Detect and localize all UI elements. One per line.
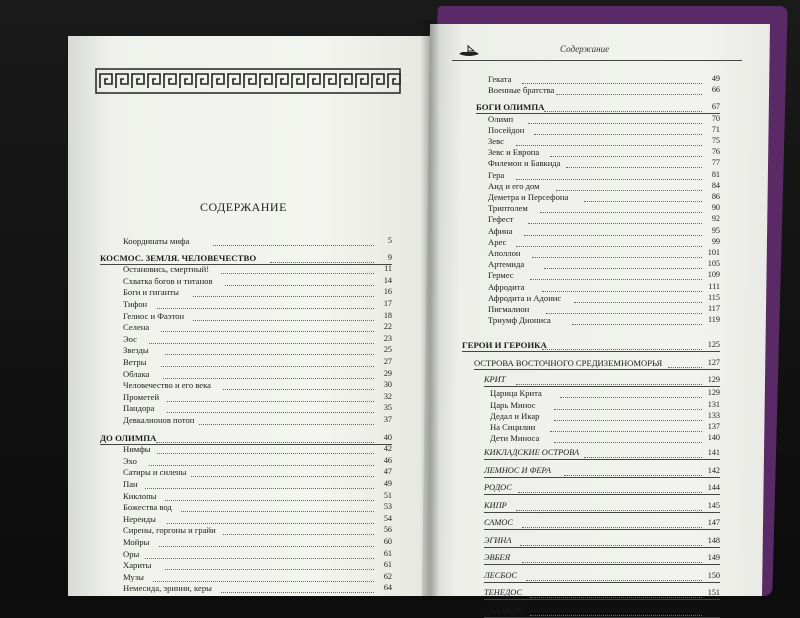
toc-entry-label: Зевс и Европа — [488, 147, 540, 158]
toc-page-number: 101 — [707, 248, 720, 257]
toc-page-number: 129 — [707, 374, 720, 384]
dot-leader — [270, 252, 374, 263]
dot-leader — [516, 135, 702, 146]
dot-leader — [165, 559, 374, 570]
dot-leader — [528, 113, 702, 124]
toc-page-number: 142 — [707, 465, 720, 475]
toc-entry-label: Музы — [123, 571, 144, 582]
dot-leader — [560, 387, 702, 398]
toc-entry-label: САМОС — [484, 518, 513, 528]
toc-page-number: 147 — [707, 518, 720, 528]
toc-entry-label: Афина — [488, 225, 513, 236]
toc-page-number: 77 — [711, 158, 720, 168]
toc-entry-label: ЛЕМНОС И ФЕРА — [484, 465, 552, 475]
toc-entry-label: КИПР — [484, 500, 507, 510]
toc-page-number: 49 — [383, 479, 392, 488]
toc-page-number: 129 — [707, 388, 720, 398]
toc-entry-label: Посейдон — [488, 124, 525, 135]
dot-leader — [556, 180, 702, 191]
toc-page-number: 148 — [707, 535, 720, 545]
header-rule — [452, 60, 742, 61]
dot-leader — [223, 379, 374, 390]
dot-leader — [574, 292, 702, 303]
toc-entry-label: Звезды — [123, 345, 149, 356]
toc-entry-label: Гера — [488, 169, 505, 180]
toc-entry-label: Аид и его дом — [488, 180, 540, 191]
dot-leader — [584, 191, 702, 202]
toc-page-number: 61 — [383, 548, 392, 558]
dot-leader — [554, 410, 702, 421]
dot-leader — [221, 582, 374, 593]
dot-leader — [157, 443, 374, 454]
dot-leader — [544, 258, 702, 269]
dot-leader — [193, 310, 374, 321]
toc-page-number: 42 — [383, 444, 392, 454]
toc-entry-label: Облака — [123, 368, 150, 379]
toc-entry-label: Гермес — [488, 270, 514, 281]
toc-page-number: 81 — [711, 169, 720, 179]
toc-page-number: 30 — [383, 380, 392, 390]
toc-page-number: 92 — [711, 214, 720, 224]
dot-leader — [530, 605, 702, 616]
toc-entry-label: КИКЛАДСКИЕ ОСТРОВА — [484, 448, 580, 458]
section-rule — [484, 494, 720, 495]
toc-entry-label: Геката — [488, 74, 512, 84]
dot-leader — [542, 339, 702, 350]
toc-page-number: 109 — [707, 270, 720, 280]
dot-leader — [532, 247, 702, 258]
dot-leader — [161, 356, 374, 367]
dot-leader — [156, 432, 374, 443]
toc-page-number: 84 — [711, 180, 720, 190]
toc-entry-label: РОДОС — [484, 483, 512, 493]
toc-entry-label: Афродита — [488, 281, 525, 292]
toc-entry-label: ТЕНЕДОС — [484, 588, 522, 598]
dot-leader — [542, 281, 702, 292]
toc-page-number: 76 — [711, 147, 720, 157]
section-rule — [484, 599, 720, 600]
toc-entry-label: Пигмалион — [488, 304, 530, 314]
dot-leader — [554, 399, 702, 410]
toc-page-number: 60 — [383, 537, 392, 546]
toc-page-number: 23 — [383, 333, 392, 343]
dot-leader — [167, 513, 374, 524]
dot-leader — [550, 146, 702, 157]
toc-entry-label: Киклопы — [123, 490, 157, 501]
dot-leader — [199, 414, 374, 425]
toc-page-number: 145 — [707, 500, 720, 510]
toc-page-number: 144 — [707, 483, 720, 493]
dot-leader — [165, 490, 374, 501]
toc-entry-label: Афродита и Адонис — [488, 292, 562, 303]
toc-page-number: 75 — [711, 136, 720, 145]
toc-page-number: 67 — [711, 102, 720, 112]
toc-entry-label: ЭВБЕЯ — [484, 553, 511, 563]
dot-leader — [153, 571, 374, 582]
toc-entry-label: Олимп — [488, 113, 514, 124]
dot-leader — [566, 157, 702, 168]
toc-entry-label: Эос — [123, 333, 137, 344]
toc-page-number: 66 — [711, 85, 720, 95]
toc-page-number: 37 — [383, 415, 392, 424]
dot-leader — [524, 225, 702, 236]
toc-entry-label: Нимфы — [123, 444, 151, 455]
toc-entry-label: Арес — [488, 236, 507, 247]
dot-leader — [161, 321, 374, 332]
toc-entry-label: БОГИ ОЛИМПА — [476, 102, 545, 113]
dot-leader — [550, 421, 702, 432]
toc-entry-label: Деметра и Персефона — [488, 192, 569, 202]
toc-page-number: 16 — [383, 287, 392, 297]
toc-page-number: 99 — [711, 236, 720, 246]
toc-entry-label: Сирены, горгоны и грайи — [123, 525, 216, 536]
toc-entry-label: Координаты мифа — [123, 236, 190, 246]
dot-leader — [213, 235, 374, 246]
toc-page-number: 40 — [383, 432, 392, 442]
toc-page-number: 70 — [711, 113, 720, 123]
dot-leader — [522, 517, 702, 528]
toc-page-number: 32 — [383, 391, 392, 401]
toc-entry-label: Ветры — [123, 357, 147, 367]
toc-entry-label: Остановись, смертный! — [123, 264, 210, 275]
toc-page-number: 56 — [383, 525, 392, 535]
page-title: СОДЕРЖАНИЕ — [200, 200, 287, 214]
toc-entry-label: Зевс — [488, 136, 504, 146]
dot-leader — [516, 500, 702, 511]
toc-entry-label: Пандора — [123, 403, 155, 414]
section-rule — [484, 512, 720, 513]
dot-leader — [167, 402, 374, 413]
dot-leader — [163, 368, 374, 379]
toc-page-number: 64 — [383, 583, 392, 593]
toc-page-number: 71 — [711, 124, 720, 134]
dot-leader — [526, 570, 702, 581]
toc-entry-label: Военные братства — [488, 85, 555, 96]
toc-page-number: 140 — [707, 433, 720, 443]
toc-entry-label: Эхо — [123, 455, 137, 466]
dot-leader — [149, 455, 374, 466]
dot-leader — [518, 482, 702, 493]
toc-page-number: 133 — [707, 410, 720, 420]
toc-page-number: 117 — [708, 304, 720, 313]
toc-entry-label: Артемида — [488, 259, 525, 270]
toc-page-number: 29 — [383, 368, 392, 378]
section-rule — [484, 547, 720, 548]
toc-page-number: 125 — [707, 340, 720, 350]
dot-leader — [165, 344, 374, 355]
running-header: Содержание — [560, 44, 610, 54]
toc-page-number: 90 — [711, 203, 720, 213]
dot-leader — [516, 169, 702, 180]
toc-page-number: 27 — [383, 357, 392, 366]
dot-leader — [544, 101, 702, 112]
toc-page-number: 9 — [387, 252, 392, 262]
toc-entry-label: Боги и гиганты — [123, 287, 179, 298]
toc-page-number: 141 — [707, 448, 720, 458]
toc-page-number: 46 — [383, 455, 392, 465]
section-rule — [484, 564, 720, 565]
toc-page-number: 5 — [387, 236, 392, 245]
toc-entry-label: Пан — [123, 479, 138, 489]
dot-leader — [145, 548, 374, 559]
dot-leader — [540, 202, 702, 213]
dot-leader — [193, 286, 374, 297]
toc-entry-label: Человечество и его века — [123, 380, 211, 391]
dot-leader — [225, 275, 374, 286]
dot-leader — [159, 536, 374, 547]
dot-leader — [191, 466, 374, 477]
toc-entry-label: Схватка богов и титанов — [123, 275, 213, 286]
toc-page-number: 18 — [383, 310, 392, 320]
toc-entry-label: Немесида, эринии, керы — [123, 583, 212, 594]
toc-page-number: 95 — [711, 225, 720, 235]
toc-page-number: 151 — [707, 588, 720, 598]
toc-page-number: 62 — [383, 571, 392, 581]
toc-page-number: 127 — [707, 357, 720, 367]
toc-page-number: 131 — [707, 399, 720, 409]
book-spine-fold — [420, 20, 440, 600]
toc-entry-label: Гефест — [488, 214, 514, 225]
toc-entry-label: Прометей — [123, 391, 160, 402]
toc-page-number: 51 — [383, 490, 392, 500]
ship-logo-icon — [458, 44, 480, 58]
toc-entry-label: ЛЕСБОС — [484, 570, 517, 580]
toc-entry-label: КОСМОС. ЗЕМЛЯ. ЧЕЛОВЕЧЕСТВО — [100, 252, 257, 263]
section-rule — [484, 459, 720, 460]
toc-entry-label: Божества вод — [123, 502, 172, 513]
toc-entry-label: КРИТ — [484, 374, 506, 384]
dot-leader — [522, 552, 702, 563]
dot-leader — [221, 263, 374, 274]
toc-entry-label: Хариты — [123, 560, 152, 571]
toc-page-number: 11 — [384, 264, 392, 274]
dot-leader — [516, 374, 702, 385]
toc-page-number: 150 — [707, 570, 720, 580]
dot-leader — [145, 478, 374, 489]
toc-page-number: 14 — [383, 275, 392, 285]
toc-page-number: 119 — [708, 315, 720, 325]
toc-page-number: 47 — [383, 467, 392, 477]
toc-page-number: 54 — [383, 513, 392, 523]
toc-entry-label: Царь Минос — [490, 399, 536, 410]
dot-leader — [534, 124, 702, 135]
toc-entry-label: На Сицилии — [490, 421, 536, 432]
section-rule — [484, 529, 720, 530]
toc-page-number: 22 — [383, 322, 392, 332]
dot-leader — [556, 84, 702, 95]
toc-entry-label: Триумф Диониса — [488, 315, 551, 326]
dot-leader — [181, 501, 374, 512]
toc-entry-label: Дедал и Икар — [490, 410, 540, 421]
section-rule — [474, 369, 720, 370]
toc-entry-label: Гелиос и Фаэтон — [123, 310, 185, 321]
toc-page-number: 53 — [383, 502, 392, 512]
toc-entry-label: Сатиры и силены — [123, 467, 187, 478]
dot-leader — [564, 465, 702, 476]
dot-leader — [528, 213, 702, 224]
toc-entry-label: ОСТРОВА ВОСТОЧНОГО СРЕДИЗЕМНОМОРЬЯ — [474, 357, 663, 368]
toc-page-number: 25 — [383, 345, 392, 355]
toc-entry-label: Мойры — [123, 537, 150, 547]
toc-page-number: 115 — [708, 292, 720, 302]
toc-page-number: 105 — [707, 259, 720, 269]
toc-entry-label: Селена — [123, 322, 150, 333]
toc-entry-label: Нереиды — [123, 513, 156, 524]
dot-leader — [149, 333, 374, 344]
dot-leader — [668, 357, 702, 368]
toc-entry-label: САЛАМИН — [484, 605, 525, 615]
dot-leader — [522, 73, 702, 84]
dot-leader — [223, 524, 374, 535]
toc-page-number: 35 — [383, 403, 392, 413]
toc-entry-label: Филемон и Бавкида — [488, 158, 561, 169]
dot-leader — [157, 298, 374, 309]
toc-page-number: 149 — [707, 553, 720, 563]
toc-page-number: 17 — [383, 299, 392, 308]
greek-key-ornament — [96, 68, 400, 94]
dot-leader — [572, 314, 702, 325]
dot-leader — [530, 269, 702, 280]
toc-page-number: 111 — [708, 281, 720, 291]
toc-page-number: 49 — [711, 74, 720, 83]
section-rule — [484, 582, 720, 583]
toc-page-number: 86 — [711, 192, 720, 201]
toc-entry-label: Дети Миноса — [490, 433, 540, 444]
dot-leader — [520, 535, 702, 546]
toc-entry-label: ГЕРОИ И ГЕРОИКА — [462, 340, 547, 351]
dot-leader — [530, 587, 702, 598]
dot-leader — [167, 391, 374, 402]
toc-entry-label: ДО ОЛИМПА — [100, 432, 157, 443]
toc-page-number: 61 — [383, 560, 392, 570]
section-rule — [462, 351, 720, 352]
dot-leader — [516, 236, 702, 247]
toc-entry-label: Оры — [123, 548, 140, 559]
toc-entry-label: ЭГИНА — [484, 535, 512, 545]
toc-page-number: 137 — [707, 421, 720, 431]
toc-entry-label: Аполлон — [488, 248, 521, 258]
dot-leader — [546, 303, 702, 314]
toc-entry-label: Триптолем — [488, 203, 528, 214]
dot-leader — [554, 432, 702, 443]
dot-leader — [584, 447, 702, 458]
toc-entry-label: Тифон — [123, 299, 148, 309]
section-rule — [484, 477, 720, 478]
toc-entry-label: Царица Крита — [490, 388, 542, 399]
toc-entry-label: Девкалионов потоп — [123, 415, 195, 425]
